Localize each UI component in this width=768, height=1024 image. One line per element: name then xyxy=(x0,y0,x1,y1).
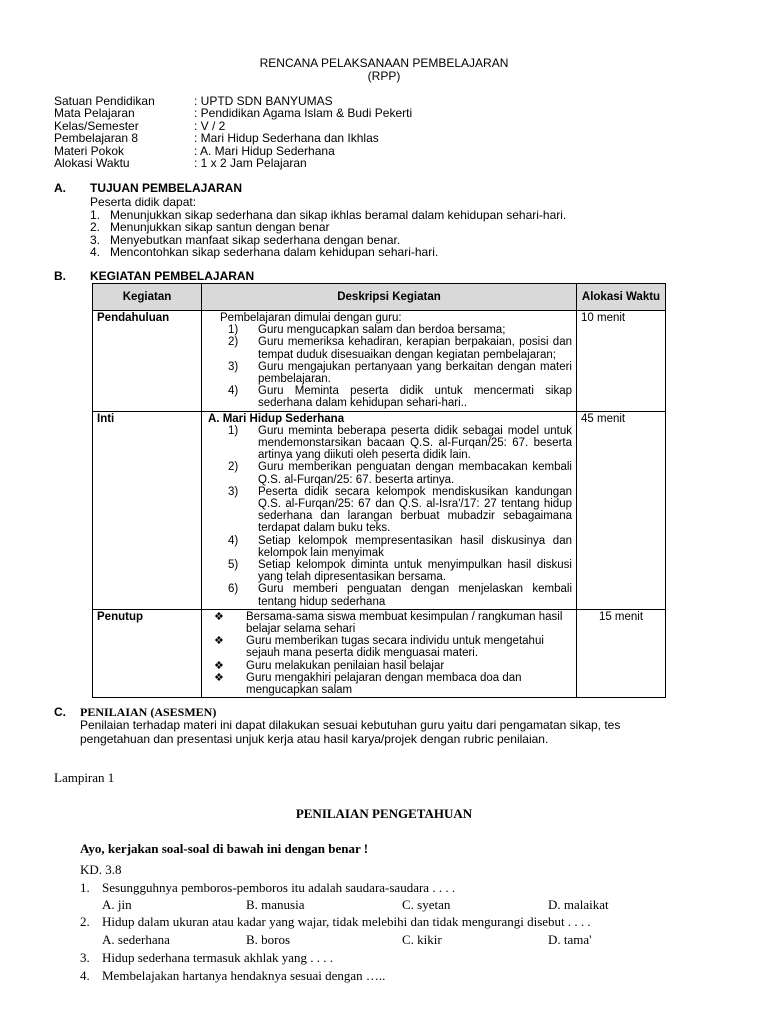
list-item: ❖ Guru melakukan penilaian hasil belajar xyxy=(214,659,445,672)
list-item: ❖ Guru mengakhiri pelajaran dengan membaca doa dan mengucapkan salam xyxy=(214,671,522,697)
list-item: ❖ Bersama-sama siswa membuat kesimpulan / rangkuman hasil belajar selama sehari xyxy=(214,610,563,636)
list-item: ❖ Guru memberikan tugas secara individu untuk mengetahui sejauh mana peserta didik menguasai materi. xyxy=(214,635,544,660)
kd-label: KD. 3.8 xyxy=(80,862,122,877)
identity-label: Kelas/Semester xyxy=(54,118,139,133)
section-letter: C. xyxy=(54,705,66,719)
list-item: 2) Guru memberikan penguatan dengan membacakan kembali Q.S. al-Furqan/25: 67. beserta artinya. xyxy=(228,461,572,486)
objectives-list xyxy=(90,209,566,259)
answer-option: C. kikir xyxy=(402,932,442,947)
answer-option: D. malaikat xyxy=(548,897,609,912)
row-time: 10 menit xyxy=(577,311,666,412)
document-subtitle: (RPP) xyxy=(367,69,401,83)
row-time: 15 menit xyxy=(577,609,666,697)
table-row xyxy=(93,411,666,609)
activity-list xyxy=(206,425,572,608)
answer-option: C. syetan xyxy=(402,897,451,912)
activity-list xyxy=(206,324,572,409)
identity-value: : 1 x 2 Jam Pelajaran xyxy=(194,155,307,170)
diamond-bullet-icon: ❖ xyxy=(214,610,224,623)
row-name-pendahuluan: Pendahuluan xyxy=(93,311,202,412)
row-name-penutup: Penutup xyxy=(93,609,202,697)
header-deskripsi: Deskripsi Kegiatan xyxy=(202,284,577,311)
answer-option: A. jin xyxy=(102,897,132,912)
table-row xyxy=(93,311,666,412)
diamond-bullet-icon: ❖ xyxy=(214,659,224,672)
answer-option: D. tama' xyxy=(548,932,592,947)
row-name-inti: Inti xyxy=(93,411,202,609)
list-item: 6) Guru memberi penguatan dengan menjelaskan kembali tentang hidup sederhana xyxy=(228,583,572,608)
identity-label: Pembelajaran 8 xyxy=(54,131,139,146)
identity-value: : V / 2 xyxy=(194,118,226,133)
table-header-row xyxy=(93,284,666,311)
row-description xyxy=(202,411,577,609)
identity-label: Satuan Pendidikan xyxy=(54,94,155,108)
document-title: RENCANA PELAKSANAAN PEMBELAJARAN xyxy=(259,56,509,70)
row-description xyxy=(202,311,577,412)
identity-label: Mata Pelajaran xyxy=(54,106,135,121)
section-title: KEGIATAN PEMBELAJARAN xyxy=(90,269,255,283)
identity-value: : UPTD SDN BANYUMAS xyxy=(194,94,333,108)
section-c-line: Penilaian terhadap materi ini dapat dilakukan sesuai kebutuhan guru yaitu dari pengamatan sikap, tes xyxy=(80,718,621,732)
attachment-label: Lampiran 1 xyxy=(54,770,115,785)
table-row xyxy=(93,609,666,697)
closing-list xyxy=(206,611,572,696)
list-item: 4. Mencontohkan sikap sederhana dalam kehidupan sehari-hari. xyxy=(90,245,439,260)
list-item: 3) Peserta didik secara kelompok mendiskusikan kandungan Q.S. al-Furqan/25: 67 dan Q.S. al-Isra'/17: 27 tentang hidup sederhana dan larangan berbuat mubadzir sebagaimana terdapat dalam buku teks. xyxy=(228,485,572,535)
list-item: 1) Guru mengucapkan salam dan berdoa bersama; xyxy=(228,324,506,337)
identity-label: Materi Pokok xyxy=(54,143,125,158)
identity-value: : A. Mari Hidup Sederhana xyxy=(194,143,335,158)
activities-table xyxy=(92,283,666,698)
list-item: 3) Guru mengajukan pertanyaan yang berkaitan dengan materi pembelajaran. xyxy=(228,360,572,386)
section-a-intro: Peserta didik dapat: xyxy=(90,195,197,209)
diamond-bullet-icon: ❖ xyxy=(214,671,224,684)
list-item: 2) Guru memeriksa kehadiran, kerapian berpakaian, posisi dan tempat duduk disesuaikan dengan kegiatan pembelajaran; xyxy=(228,336,572,361)
section-c-line: pengetahuan dan presentasi unjuk kerja atau hasil karya/projek dengan rubric penilaian. xyxy=(80,732,549,746)
header-alokasi: Alokasi Waktu xyxy=(577,284,666,311)
identity-value: : Mari Hidup Sederhana dan Ikhlas xyxy=(194,131,379,146)
assessment-instruction: Ayo, kerjakan soal-soal di bawah ini dengan benar ! xyxy=(80,841,369,856)
row-description xyxy=(202,609,577,697)
identity-value: : Pendidikan Agama Islam & Budi Pekerti xyxy=(194,106,413,121)
diamond-bullet-icon: ❖ xyxy=(214,635,224,648)
row-time: 45 menit xyxy=(577,411,666,609)
row-subtitle: A. Mari Hidup Sederhana xyxy=(208,412,345,425)
list-item: 5) Setiap kelompok diminta untuk menyimpulkan hasil diskusi yang telah dipresentasikan bersama. xyxy=(228,559,572,584)
answer-option: A. sederhana xyxy=(102,932,170,947)
list-item: 4) Setiap kelompok mempresentasikan hasil diskusinya dan kelompok lain menyimak xyxy=(228,534,572,559)
answer-option: B. boros xyxy=(246,932,291,947)
row-intro: Pembelajaran dimulai dengan guru: xyxy=(220,312,402,324)
section-letter: B. xyxy=(54,269,66,283)
list-item: 1) Guru meminta beberapa peserta didik sebagai model untuk mendemonstarsikan bacaan Q.S. al-Furqan/25: 67. beserta artinya yang diikuti oleh peserta didik lain. xyxy=(228,424,572,462)
identity-label: Alokasi Waktu xyxy=(54,155,130,170)
list-item: 3. Menyebutkan manfaat sikap sederhana dengan benar. xyxy=(90,232,401,247)
section-letter: A. xyxy=(54,181,66,195)
section-title: PENILAIAN (ASESMEN) xyxy=(80,705,217,719)
list-item: 1. Menunjukkan sikap sederhana dan sikap ikhlas beramal dalam kehidupan sehari-hari. xyxy=(90,208,567,222)
section-title: TUJUAN PEMBELAJARAN xyxy=(90,181,243,195)
header-kegiatan: Kegiatan xyxy=(93,284,202,311)
answer-option: B. manusia xyxy=(246,897,305,912)
assessment-title: PENILAIAN PENGETAHUAN xyxy=(295,806,473,821)
list-item: 4) Guru Meminta peserta didik untuk mencermati sikap sederhana dalam kehidupan sehari-hari.. xyxy=(228,385,572,410)
list-item: 2. Menunjukkan sikap santun dengan benar xyxy=(90,220,330,235)
